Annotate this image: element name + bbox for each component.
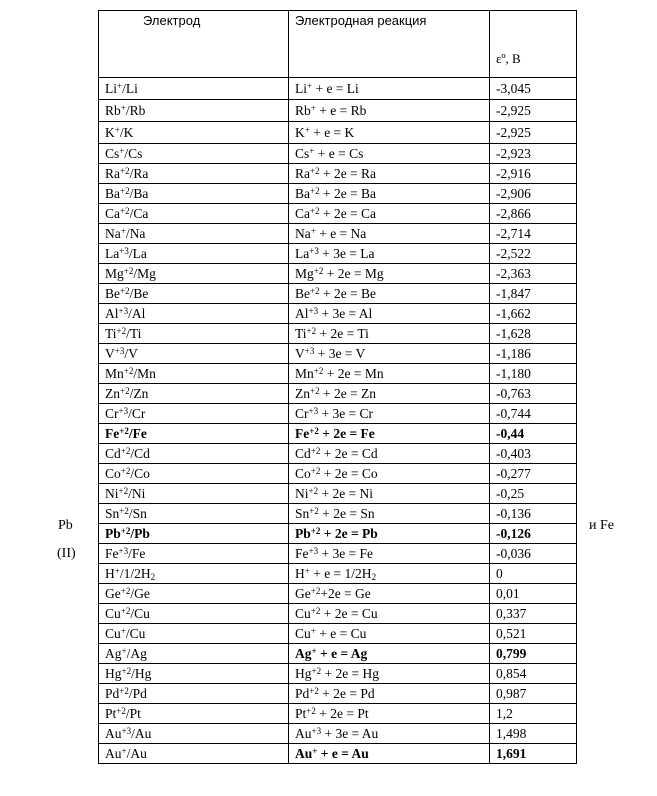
potential-cell: -2,916 [490, 164, 577, 184]
reaction-cell: $Ni^{+2} + 2e = Ni$ [289, 484, 490, 504]
electrode-cell: $V^{+3}/V$ [99, 344, 289, 364]
reaction-cell: $Fe^{+2} + 2e = Fe$ [289, 424, 490, 444]
table-row [99, 704, 577, 724]
potential-cell: 0,521 [490, 624, 577, 644]
electrode-cell: K+/K [99, 122, 289, 144]
electrode-cell: $Al^{+3}/Al$ [99, 304, 289, 324]
reaction-cell: $Pd^{+2} + 2e = Pd$ [289, 684, 490, 704]
potential-cell: 0,854 [490, 664, 577, 684]
reaction-cell: $Pb^{+2} + 2e = Pb$ [289, 524, 490, 544]
potential-cell: 1,2 [490, 704, 577, 724]
potential-cell: 1,498 [490, 724, 577, 744]
potential-cell: -0,277 [490, 464, 577, 484]
table-row [99, 584, 577, 604]
potential-cell: -2,866 [490, 204, 577, 224]
electrode-cell: $Co^{+2}/Co$ [99, 464, 289, 484]
electrode-cell: $Mg^{+2}/Mg$ [99, 264, 289, 284]
reaction-cell: $V^{+3} + 3e = V$ [289, 344, 490, 364]
potential-cell: -0,25 [490, 484, 577, 504]
electrode-cell: $Ra^{+2}/Ra$ [99, 164, 289, 184]
table-row [99, 624, 577, 644]
table-row [99, 444, 577, 464]
header-reaction: Электродная реакция [289, 11, 490, 78]
potential-cell: -1,847 [490, 284, 577, 304]
electrode-cell: $Ni^{+2}/Ni$ [99, 484, 289, 504]
reaction-cell: $Co^{+2} + 2e = Co$ [289, 464, 490, 484]
potential-cell: -1,180 [490, 364, 577, 384]
electrode-cell: Li+/Li [99, 78, 289, 100]
header-row [99, 11, 577, 78]
electrode-cell: Au+/Au [99, 744, 289, 764]
table-row [99, 384, 577, 404]
potential-cell: -0,036 [490, 544, 577, 564]
electrode-cell: $Ti^{+2}/Ti$ [99, 324, 289, 344]
potential-cell: -3,045 [490, 78, 577, 100]
table-row [99, 284, 577, 304]
potential-cell: -0,763 [490, 384, 577, 404]
reaction-cell: Li+ + e = Li [289, 78, 490, 100]
electrode-cell: $Cu^{+2}/Cu$ [99, 604, 289, 624]
potential-cell: -2,363 [490, 264, 577, 284]
reaction-cell: $Be^{+2} + 2e = Be$ [289, 284, 490, 304]
potential-cell: -1,186 [490, 344, 577, 364]
reaction-cell: $H^+ + e = 1/2H_2$ [289, 564, 490, 584]
electrode-cell: $Mn^{+2}/Mn$ [99, 364, 289, 384]
header-potential: εº, В [490, 11, 577, 78]
side-label-pb: Pb [58, 518, 73, 533]
electrode-cell: $Cr^{+3}/Cr$ [99, 404, 289, 424]
electrode-cell: $Ba^{+2}/Ba$ [99, 184, 289, 204]
electrode-cell: $Fe^{+3}/Fe$ [99, 544, 289, 564]
potential-cell: -1,662 [490, 304, 577, 324]
table-body [99, 78, 577, 764]
table-row [99, 100, 577, 122]
table-row [99, 464, 577, 484]
potential-cell: 0,337 [490, 604, 577, 624]
table-row [99, 644, 577, 664]
electrode-cell: $Au^{+3}/Au$ [99, 724, 289, 744]
reaction-cell: Au+ + e = Au [289, 744, 490, 764]
table-row [99, 204, 577, 224]
reaction-cell: $Au^{+3} + 3e = Au$ [289, 724, 490, 744]
table-row [99, 324, 577, 344]
table-row [99, 304, 577, 324]
reaction-cell: $Ba^{+2} + 2e = Ba$ [289, 184, 490, 204]
reaction-cell: $Fe^{+3} + 3e = Fe$ [289, 544, 490, 564]
electrode-cell: $Hg^{+2}/Hg$ [99, 664, 289, 684]
table-row [99, 664, 577, 684]
electrode-cell: $Ca^{+2}/Ca$ [99, 204, 289, 224]
table-row [99, 144, 577, 164]
electrode-cell: $Sn^{+2}/Sn$ [99, 504, 289, 524]
electrode-cell: $La^{+3}/La$ [99, 244, 289, 264]
table-row [99, 244, 577, 264]
electrode-cell: $Be^{+2}/Be$ [99, 284, 289, 304]
reaction-cell: $Hg^{+2} + 2e = Hg$ [289, 664, 490, 684]
electrode-cell: Na+/Na [99, 224, 289, 244]
electrode-cell: Cu+/Cu [99, 624, 289, 644]
table-row [99, 684, 577, 704]
electrode-cell: $Zn^{+2}/Zn$ [99, 384, 289, 404]
reaction-cell: $Ti^{+2} + 2e = Ti$ [289, 324, 490, 344]
table-row [99, 364, 577, 384]
potential-cell: -2,925 [490, 100, 577, 122]
reaction-cell: $Cu^{+2} + 2e = Cu$ [289, 604, 490, 624]
table-row [99, 344, 577, 364]
electrode-cell: Ag+/Ag [99, 644, 289, 664]
potential-cell: -2,906 [490, 184, 577, 204]
table-row [99, 184, 577, 204]
electrode-cell: Cs+/Cs [99, 144, 289, 164]
table-row [99, 744, 577, 764]
potential-cell: -2,714 [490, 224, 577, 244]
table-row [99, 484, 577, 504]
potential-cell: -2,923 [490, 144, 577, 164]
electrode-cell: $Fe^{+2}/Fe$ [99, 424, 289, 444]
table-row [99, 604, 577, 624]
potential-cell: -0,126 [490, 524, 577, 544]
reaction-cell: $Mn^{+2} + 2e = Mn$ [289, 364, 490, 384]
side-label-fe: и Fe [589, 518, 614, 533]
reaction-cell: K+ + e = K [289, 122, 490, 144]
table-row [99, 224, 577, 244]
reaction-cell: $Cd^{+2} + 2e = Cd$ [289, 444, 490, 464]
reaction-cell: $Ra^{+2} + 2e = Ra$ [289, 164, 490, 184]
table-row [99, 164, 577, 184]
potential-cell: -0,44 [490, 424, 577, 444]
reaction-cell: $Al^{+3} + 3e = Al$ [289, 304, 490, 324]
table-row [99, 122, 577, 144]
potential-cell: -1,628 [490, 324, 577, 344]
reaction-cell: $Cr^{+3} + 3e = Cr$ [289, 404, 490, 424]
potential-cell: 0,799 [490, 644, 577, 664]
reaction-cell: Ag+ + e = Ag [289, 644, 490, 664]
reaction-cell: $Ge^{+2}+2e = Ge$ [289, 584, 490, 604]
potential-cell: 0 [490, 564, 577, 584]
side-label-ii: (II) [57, 546, 76, 561]
electrode-cell: $Cd^{+2}/Cd$ [99, 444, 289, 464]
table-row [99, 404, 577, 424]
reaction-cell: Cs+ + e = Cs [289, 144, 490, 164]
potential-cell: -0,744 [490, 404, 577, 424]
potential-cell: -0,403 [490, 444, 577, 464]
potential-cell: 0,987 [490, 684, 577, 704]
table-row [99, 564, 577, 584]
table-row [99, 544, 577, 564]
table-row [99, 264, 577, 284]
reaction-cell: $Pt^{+2} + 2e = Pt$ [289, 704, 490, 724]
reaction-cell: Na+ + e = Na [289, 224, 490, 244]
electrode-potential-table [98, 10, 577, 764]
potential-cell: -2,522 [490, 244, 577, 264]
electrode-cell: $Pb^{+2}/Pb$ [99, 524, 289, 544]
potential-cell: -2,925 [490, 122, 577, 144]
reaction-cell: $Mg^{+2} + 2e = Mg$ [289, 264, 490, 284]
reaction-cell: $Zn^{+2} + 2e = Zn$ [289, 384, 490, 404]
electrode-cell: Rb+/Rb [99, 100, 289, 122]
electrode-cell: $Ge^{+2}/Ge$ [99, 584, 289, 604]
potential-cell: 0,01 [490, 584, 577, 604]
table-row [99, 424, 577, 444]
potential-cell: -0,136 [490, 504, 577, 524]
reaction-cell: Rb+ + e = Rb [289, 100, 490, 122]
reaction-cell: $Ca^{+2} + 2e = Ca$ [289, 204, 490, 224]
reaction-cell: $La^{+3} + 3e = La$ [289, 244, 490, 264]
table-row [99, 78, 577, 100]
electrode-cell: $Pd^{+2}/Pd$ [99, 684, 289, 704]
reaction-cell: $Sn^{+2} + 2e = Sn$ [289, 504, 490, 524]
header-electrode: Электрод [99, 11, 289, 78]
table-row [99, 504, 577, 524]
electrode-cell: $Pt^{+2}/Pt$ [99, 704, 289, 724]
table-row [99, 724, 577, 744]
reaction-cell: Cu+ + e = Cu [289, 624, 490, 644]
electrode-cell: $H^+/1/2H_2$ [99, 564, 289, 584]
potential-cell: 1,691 [490, 744, 577, 764]
table-row [99, 524, 577, 544]
